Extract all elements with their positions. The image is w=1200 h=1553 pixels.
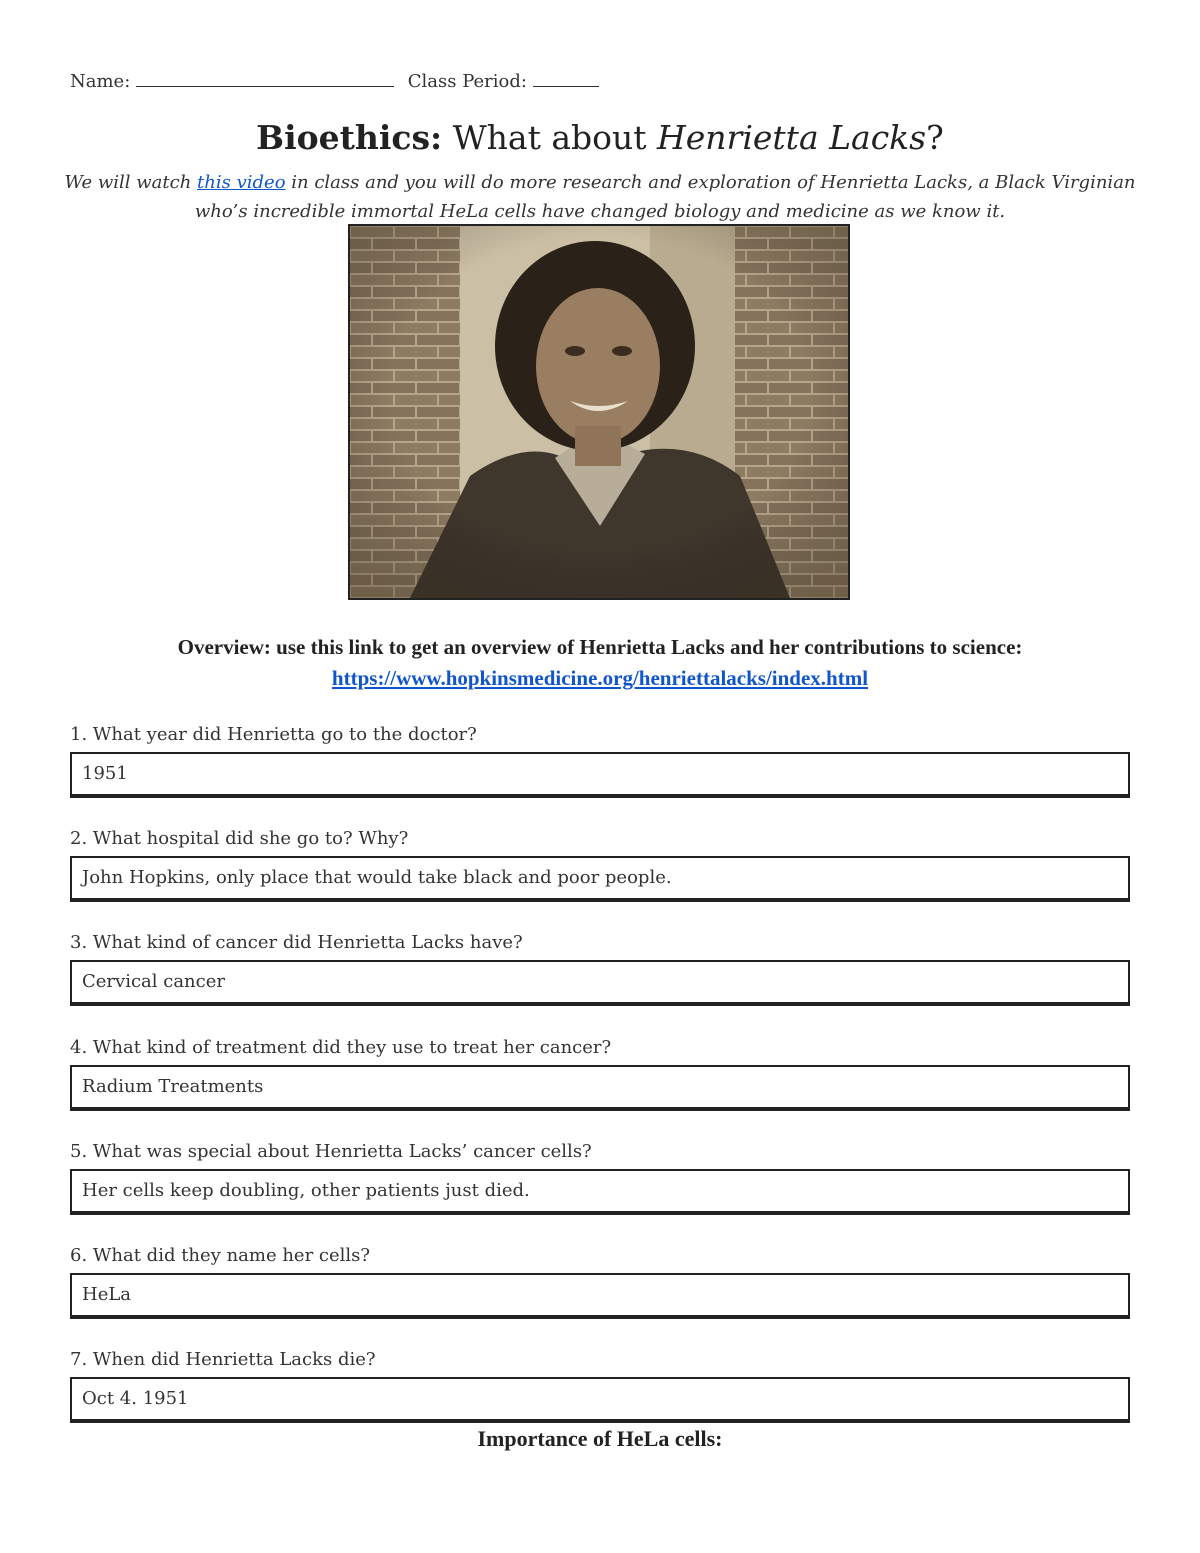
name-blank[interactable]: [136, 70, 394, 87]
question-5: [70, 1139, 1130, 1213]
question-label: 3. What kind of cancer did Henrietta Lacks have?: [70, 932, 523, 953]
question-label: 6. What did they name her cells?: [70, 1245, 371, 1266]
question-2: [70, 826, 1130, 900]
overview-label: Overview: [177, 635, 264, 659]
answer-field[interactable]: Her cells keep doubling, other patients just died.: [70, 1169, 1130, 1213]
video-link[interactable]: this video: [197, 172, 286, 193]
question-6: [70, 1243, 1130, 1317]
answer-field[interactable]: Cervical cancer: [70, 960, 1130, 1004]
intro-after-link: in class and you will do more research and exploration of Henrietta Lacks, a Black Virginian who’s incredible immortal HeLa cells have changed biology and medicine as we know it.: [194, 172, 1136, 222]
question-label: 7. When did Henrietta Lacks die?: [70, 1349, 376, 1370]
class-period-blank[interactable]: [533, 70, 599, 87]
page-title: [0, 118, 1200, 157]
name-label: Name:: [70, 71, 131, 92]
portrait-illustration: [350, 226, 848, 598]
question-7: [70, 1347, 1130, 1421]
title-plain: What about: [442, 118, 657, 157]
answer-field[interactable]: Radium Treatments: [70, 1065, 1130, 1109]
intro-before-link: We will watch: [64, 172, 198, 193]
question-label: 5. What was special about Henrietta Lacks’ cancer cells?: [70, 1141, 592, 1162]
title-end: ?: [926, 118, 944, 157]
answer-field[interactable]: Oct 4. 1951: [70, 1377, 1130, 1421]
overview-paragraph: [100, 632, 1100, 694]
title-bold: Bioethics:: [256, 118, 443, 157]
importance-heading: Importance of HeLa cells:: [477, 1426, 723, 1451]
answer-field[interactable]: 1951: [70, 752, 1130, 796]
question-label: 4. What kind of treatment did they use to treat her cancer?: [70, 1037, 612, 1058]
student-info-line: [70, 70, 599, 92]
hopkins-link[interactable]: https://www.hopkinsmedicine.org/henriettalacks/index.html: [331, 666, 869, 690]
intro-text: [60, 168, 1140, 226]
answer-field[interactable]: HeLa: [70, 1273, 1130, 1317]
question-label: 2. What hospital did she go to? Why?: [70, 828, 409, 849]
answer-field[interactable]: John Hopkins, only place that would take black and poor people.: [70, 856, 1130, 900]
title-italic: Henrietta Lacks: [657, 118, 927, 157]
overview-text: : use this link to get an overview of Henrietta Lacks and her contributions to science:: [263, 635, 1023, 659]
henrietta-lacks-photo: [348, 224, 850, 600]
question-4: [70, 1035, 1130, 1109]
question-1: [70, 722, 1130, 796]
question-label: 1. What year did Henrietta go to the doctor?: [70, 724, 477, 745]
class-period-label: Class Period:: [407, 71, 527, 92]
question-3: [70, 930, 1130, 1004]
